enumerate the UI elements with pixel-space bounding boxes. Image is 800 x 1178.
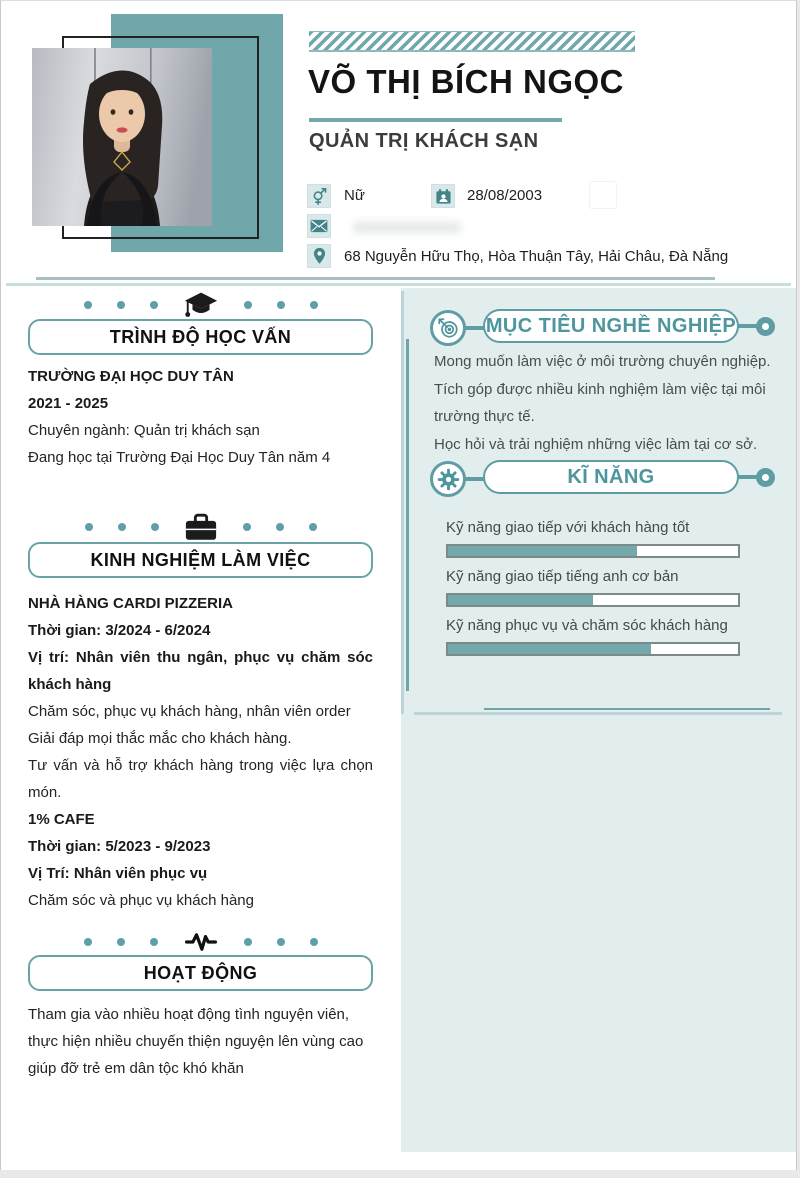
skills-connector-right (738, 475, 758, 479)
target-icon (430, 310, 466, 346)
skill-bar (446, 642, 740, 656)
text-line: Đang học tại Trường Đại Học Duy Tân năm 4 (28, 449, 331, 466)
objective-section-title: MỤC TIÊU NGHỀ NGHIỆP (485, 314, 737, 337)
skill-bar (446, 544, 740, 558)
name-underline (309, 118, 562, 122)
education-section-title: TRÌNH ĐỘ HỌC VẤN (109, 326, 292, 347)
education-body (28, 363, 373, 471)
activity-icon (183, 929, 219, 955)
skills-bottom-divider-light (414, 712, 782, 715)
redacted-email-area (353, 222, 461, 233)
briefcase-icon (184, 513, 218, 542)
text-line: Vị Trí: Nhân viên phục vụ (28, 865, 208, 882)
skill-bar-fill (448, 595, 593, 605)
objective-line: Tích góp được nhiều kinh nghiệm làm việc tại môi trường thực tế. (434, 380, 766, 425)
objective-line: Học hỏi và trải nghiệm những việc làm tại cơ sở. (434, 435, 758, 453)
skill-bar-fill (448, 644, 651, 654)
text-line: 1% CAFE (28, 811, 95, 828)
graduation-cap-icon (183, 290, 219, 320)
activities-body (28, 1001, 373, 1082)
page-bottom-margin (0, 1170, 800, 1178)
activities-section-header (28, 955, 373, 991)
activities-dots-decoration (28, 926, 373, 958)
header-divider-light (6, 283, 791, 286)
objective-terminal-ring (756, 317, 775, 336)
text-line: NHÀ HÀNG CARDI PIZZERIA (28, 595, 233, 612)
address-value: 68 Nguyễn Hữu Thọ, Hòa Thuận Tây, Hải Châu, Đà Nẵng (344, 248, 729, 265)
skills-section-header (483, 460, 739, 494)
objective-text (434, 348, 782, 458)
objective-connector-left (465, 326, 484, 330)
education-section-header (28, 319, 373, 355)
experience-section-title: KINH NGHIỆM LÀM VIỆC (90, 549, 311, 570)
text-line: Chăm sóc và phục vụ khách hàng (28, 892, 254, 909)
skills-section-title: KĨ NĂNG (567, 465, 655, 488)
objective-section-header (483, 309, 739, 343)
objective-connector-right (738, 324, 758, 328)
activities-section-title: HOẠT ĐỘNG (143, 962, 258, 983)
skill-bar (446, 593, 740, 607)
experience-section-header (28, 542, 373, 578)
experience-dots-decoration (28, 511, 373, 543)
skill-bar-fill (448, 546, 637, 556)
skills-connector-left (465, 477, 484, 481)
text-line: Chuyên ngành: Quản trị khách sạn (28, 422, 260, 439)
profile-photo (32, 48, 212, 226)
text-line: 2021 - 2025 (28, 395, 109, 412)
mail-icon (307, 214, 331, 238)
text-line: Thời gian: 5/2023 - 9/2023 (28, 838, 211, 855)
skill-label: Kỹ năng giao tiếp tiếng anh cơ bản (446, 568, 679, 585)
skills-terminal-ring (756, 468, 775, 487)
hatch-decoration (309, 31, 635, 52)
location-icon (307, 244, 331, 268)
skills-bottom-divider-teal (484, 708, 770, 710)
text-line: Vị trí: Nhân viên thu ngân, phục vụ chăm sóc khách hàng (28, 649, 373, 693)
experience-body (28, 590, 373, 914)
skill-row (446, 518, 738, 558)
job-title: QUẢN TRỊ KHÁCH SẠN (309, 130, 539, 152)
objective-line: Mong muốn làm việc ở môi trường chuyên nghiệp. (434, 353, 771, 370)
skill-label: Kỹ năng giao tiếp với khách hàng tốt (446, 519, 690, 536)
panel-vertical-line-teal (406, 339, 409, 691)
text-line: Tư vấn và hỗ trợ khách hàng trong việc lựa chọn món. (28, 757, 373, 801)
redacted-phone-area (589, 181, 617, 209)
profile-photo-illustration (32, 48, 212, 226)
skill-row (446, 567, 738, 607)
panel-vertical-line-light (401, 291, 404, 714)
text-line: Chăm sóc, phục vụ khách hàng, nhân viên order (28, 703, 351, 720)
header-divider-dark (36, 277, 715, 280)
text-line: Tham gia vào nhiều hoạt động tình nguyện viên, thực hiện nhiều chuyến thiện nguyện lên vùng cao giúp đỡ trẻ em dân tộc khó khăn (28, 1006, 364, 1077)
skill-label: Kỹ năng phục vụ và chăm sóc khách hàng (446, 617, 728, 634)
gender-icon (307, 184, 331, 208)
text-line: TRƯỜNG ĐẠI HỌC DUY TÂN (28, 368, 234, 385)
birth-date-value: 28/08/2003 (467, 187, 543, 204)
text-line: Giải đáp mọi thắc mắc cho khách hàng. (28, 730, 292, 747)
gender-value: Nữ (344, 187, 365, 204)
skills-list (446, 518, 738, 665)
candidate-name: VÕ THỊ BÍCH NGỌC (308, 63, 625, 100)
skill-row (446, 616, 738, 656)
education-dots-decoration (28, 289, 373, 321)
gear-icon (430, 461, 466, 497)
right-panel (401, 288, 796, 1152)
text-line: Thời gian: 3/2024 - 6/2024 (28, 622, 211, 639)
calendar-icon (431, 184, 455, 208)
